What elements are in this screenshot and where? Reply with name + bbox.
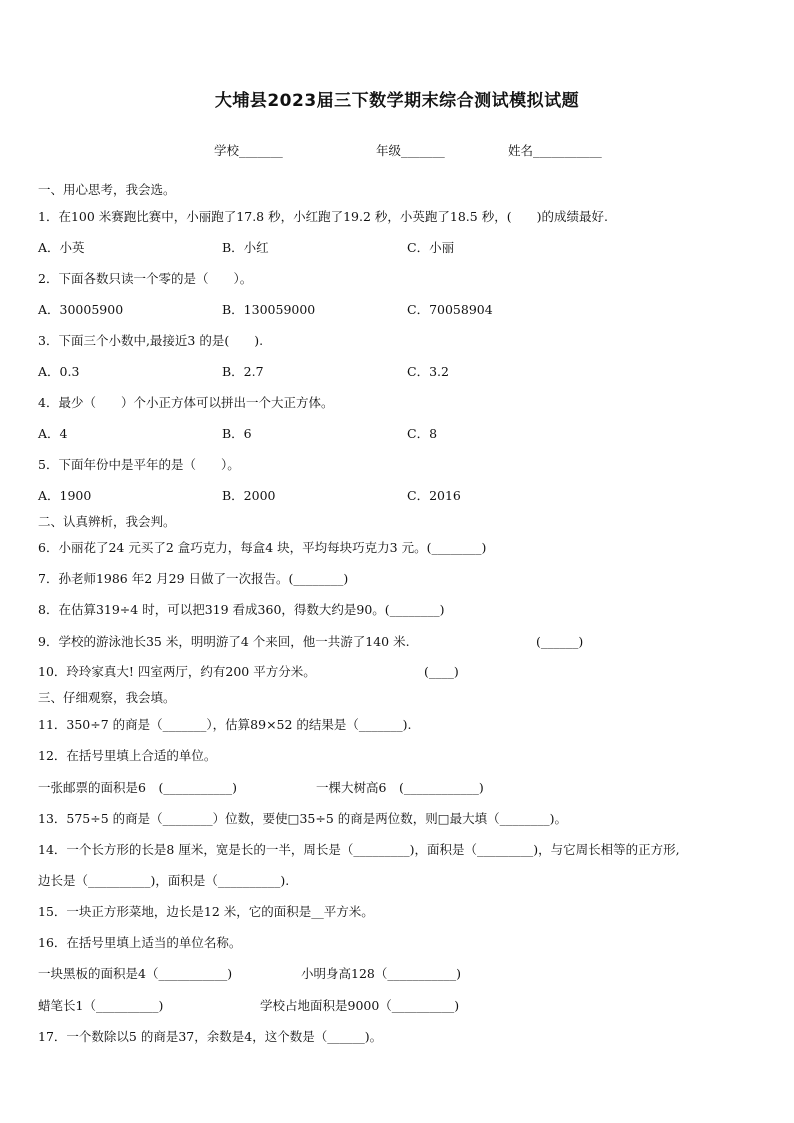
question-5: 5．下面年份中是平年的是（ ）。 [38, 457, 240, 472]
option-b: B．6 [222, 426, 252, 441]
question-9 [38, 634, 768, 650]
question-9-blank: (______) [536, 634, 584, 649]
option-a: A．0.3 [38, 364, 80, 379]
question-1-options [38, 240, 768, 256]
question-2: 2．下面各数只读一个零的是（ ）。 [38, 271, 253, 286]
question-10-blank: (____) [424, 664, 459, 679]
name-field: 姓名___________ [508, 143, 602, 158]
question-11: 11．350÷7 的商是（_______），估算89×52 的结果是（_______). [38, 717, 412, 732]
question-16-item-c: 蜡笔长1（__________) [38, 998, 164, 1013]
section-heading-fill: 三、仔细观察，我会填。 [38, 690, 176, 705]
option-c: C．小丽 [407, 240, 455, 255]
question-6: 6．小丽花了24 元买了2 盒巧克力，每盒4 块，平均每块巧克力3 元。(________) [38, 540, 487, 555]
question-9-text: 9．学校的游泳池长35 米，明明游了4 个来回，他一共游了140 米. [38, 634, 410, 649]
question-4-options [38, 426, 768, 442]
question-16-item-b: 小明身高128（___________) [301, 966, 461, 981]
question-14-line-2: 边长是（__________)，面积是（__________). [38, 873, 290, 888]
question-17: 17．一个数除以5 的商是37，余数是4，这个数是（______)。 [38, 1029, 383, 1044]
option-c: C．2016 [407, 488, 461, 503]
option-a: A．4 [38, 426, 68, 441]
question-16-item-d: 学校占地面积是9000（__________) [260, 998, 460, 1013]
question-10 [38, 664, 768, 680]
question-10-text: 10．玲玲家真大! 四室两厅，约有200 平方分米。 [38, 664, 316, 679]
option-a: A．30005900 [38, 302, 124, 317]
question-7: 7．孙老师1986 年2 月29 日做了一次报告。(________) [38, 571, 349, 586]
page-title: 大埔县2023届三下数学期末综合测试模拟试题 [214, 91, 580, 111]
option-a: A．小英 [38, 240, 85, 255]
question-12-items [38, 780, 768, 796]
option-c: C．70058904 [407, 302, 493, 317]
option-c: C．3.2 [407, 364, 449, 379]
option-b: B．小红 [222, 240, 269, 255]
question-3-options [38, 364, 768, 380]
question-2-options [38, 302, 768, 318]
question-8: 8．在估算319÷4 时，可以把319 看成360，得数大约是90。(________) [38, 602, 445, 617]
question-1: 1．在100 米赛跑比赛中，小丽跑了17.8 秒，小红跑了19.2 秒，小英跑了18.5 秒，( )的成绩最好. [38, 209, 608, 224]
question-16-item-a: 一块黑板的面积是4（___________) [38, 966, 233, 981]
question-4: 4．最少（ ）个小正方体可以拼出一个大正方体。 [38, 395, 334, 410]
school-field: 学校_______ [214, 143, 283, 158]
option-b: B．2.7 [222, 364, 264, 379]
question-16-items-row-2 [38, 998, 768, 1014]
student-info-row [0, 141, 794, 159]
question-14-line-1: 14．一个长方形的长是8 厘米，宽是长的一半，周长是（_________)，面积是（_________)，与它周长相等的正方形, [38, 842, 680, 857]
question-16-items-row-1 [38, 966, 768, 982]
question-16: 16．在括号里填上适当的单位名称。 [38, 935, 242, 950]
question-12: 12．在括号里填上合适的单位。 [38, 748, 217, 763]
question-15: 15．一块正方形菜地，边长是12 米，它的面积是__平方米。 [38, 904, 374, 919]
question-3: 3．下面三个小数中,最接近3 的是( ). [38, 333, 264, 348]
section-heading-choice: 一、用心思考，我会选。 [38, 182, 176, 197]
grade-field: 年级_______ [376, 143, 445, 158]
option-b: B．2000 [222, 488, 276, 503]
option-b: B．130059000 [222, 302, 316, 317]
option-c: C．8 [407, 426, 438, 441]
question-5-options [38, 488, 768, 504]
question-13: 13．575÷5 的商是（________）位数，要使□35÷5 的商是两位数，则□最大填（________)。 [38, 811, 567, 826]
question-12-item-b: 一棵大树高6 (____________) [316, 780, 484, 795]
option-a: A．1900 [38, 488, 92, 503]
question-12-item-a: 一张邮票的面积是6 (___________) [38, 780, 237, 795]
section-heading-judge: 二、认真辨析，我会判。 [38, 514, 176, 529]
